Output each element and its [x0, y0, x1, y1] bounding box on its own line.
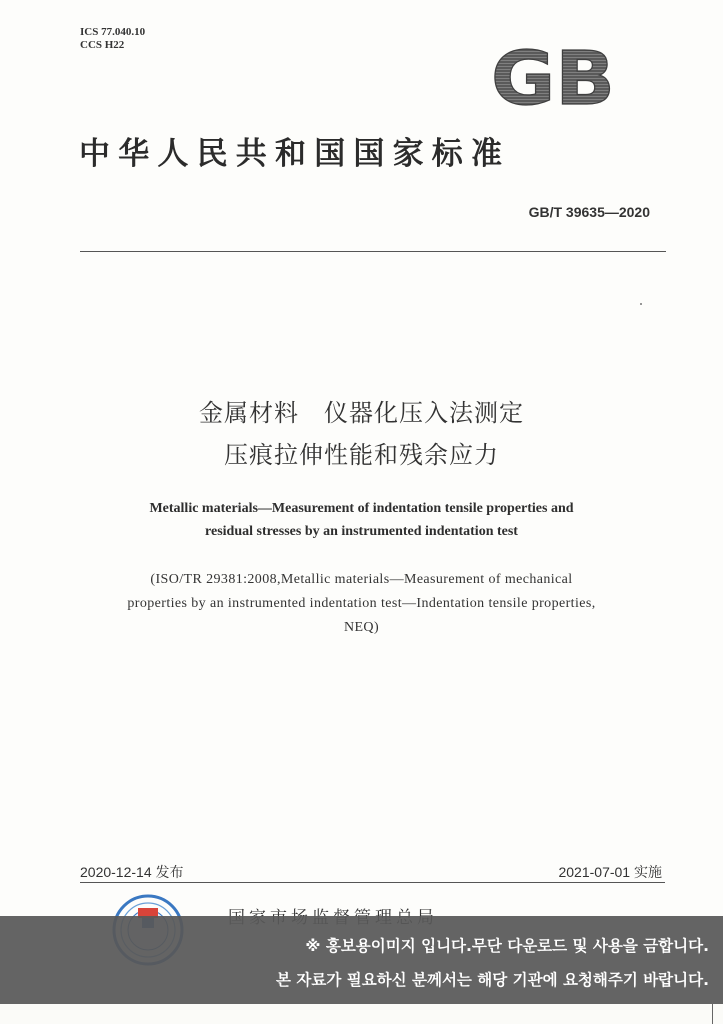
banner-notice-line2: 본 자료가 필요하신 분께서는 해당 기관에 요청해주기 바랍니다.: [276, 971, 709, 989]
page-bottom-margin: [0, 1004, 723, 1024]
scan-speck: [640, 303, 642, 305]
banner-notice-line1: ※ 홍보용이미지 입니다.무단 다운로드 및 사용을 금합니다.: [305, 937, 709, 955]
document-title-cn-line2: 压痕拉伸性能和残余应力: [224, 441, 499, 469]
header-divider: [80, 251, 666, 252]
gb-logo-text: GB: [491, 36, 615, 122]
document-title-en-line1: Metallic materials—Measurement of indentation tensile properties and: [149, 501, 574, 516]
standard-number: GB/T 39635—2020: [528, 204, 650, 220]
publish-date: 2020-12-14 发布: [80, 864, 184, 880]
document-title-cn-line1: 金属材料 仪器化压入法测定: [199, 399, 524, 427]
ics-code: ICS 77.040.10: [80, 26, 146, 38]
scan-edge-mark: [712, 1000, 713, 1024]
iso-reference-line3: NEQ): [343, 620, 380, 635]
footer-divider: [80, 882, 665, 883]
iso-reference-line1: (ISO/TR 29381:2008,Metallic materials—Measurement of mechanical: [150, 572, 573, 587]
gb-logo: [489, 36, 617, 122]
implement-date: 2021-07-01 实施: [558, 864, 662, 880]
ccs-code: CCS H22: [80, 39, 125, 51]
iso-reference-line2: properties by an instrumented indentation test—Indentation tensile properties,: [127, 596, 596, 611]
issuing-authority: [228, 903, 438, 917]
document-title-en-line2: residual stresses by an instrumented indentation test: [205, 524, 518, 539]
watermark-banner: [0, 916, 723, 1004]
classification-codes: [80, 26, 145, 52]
standard-title: 中华人民共和国国家标准: [79, 136, 511, 172]
